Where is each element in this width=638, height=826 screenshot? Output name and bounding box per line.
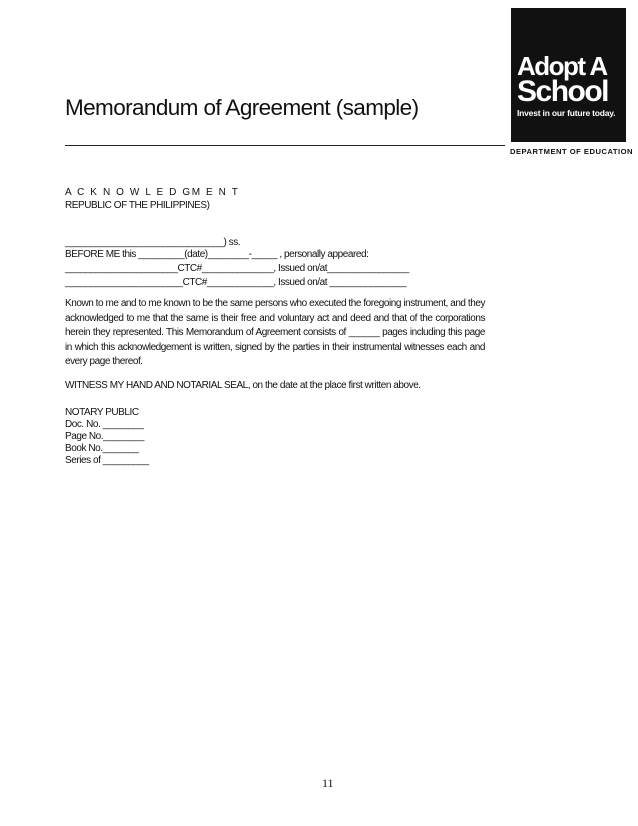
republic-line: REPUBLIC OF THE PHILIPPINES) <box>65 200 210 211</box>
notary-doc-no: Doc. No. ________ <box>65 419 144 430</box>
ack-line-1: _______________________________) ss. <box>65 237 241 248</box>
notary-book-no: Book No._______ <box>65 443 139 454</box>
department-label: DEPARTMENT OF EDUCATION <box>510 147 634 156</box>
logo-text-line2: School <box>517 75 609 108</box>
venue-blank-line <box>65 237 409 289</box>
title-divider <box>65 145 505 146</box>
acknowledgment-heading: A C K N O W L E D GM E N T <box>65 187 240 198</box>
ack-line-2: BEFORE ME this _________(date)________-_____ , personally appeared: <box>65 249 369 260</box>
acknowledgment-paragraph: Known to me and to me known to be the same persons who executed the foregoing instrument, and they acknowledged to me that the same is their free and voluntary act and deed and that of the corporations herein they represented. This Memorandum of Agreement consists of ______ pages including this page in which this acknowledgement is written, signed by the parties in their instrumental witnesses each and every page thereof. <box>65 298 485 367</box>
witness-paragraph: WITNESS MY HAND AND NOTARIAL SEAL, on the date at the place first written above. <box>65 380 421 391</box>
notary-title: NOTARY PUBLIC <box>65 407 139 418</box>
logo-tagline: Invest in our future today. <box>517 108 616 118</box>
page-number: 11 <box>322 776 334 790</box>
logo-text-line1: Adopt A <box>517 51 607 81</box>
page-title: Memorandum of Agreement (sample) <box>65 95 419 120</box>
ack-line-3: ______________________CTC#______________, Issued on/at________________ <box>65 263 409 274</box>
notary-page-no: Page No.________ <box>65 431 144 442</box>
adopt-a-school-logo <box>511 8 626 142</box>
notary-series: Series of _________ <box>65 455 149 466</box>
notary-block <box>65 407 149 467</box>
ack-line-4: _______________________CTC#_____________, Issued on/at _______________ <box>65 277 407 288</box>
